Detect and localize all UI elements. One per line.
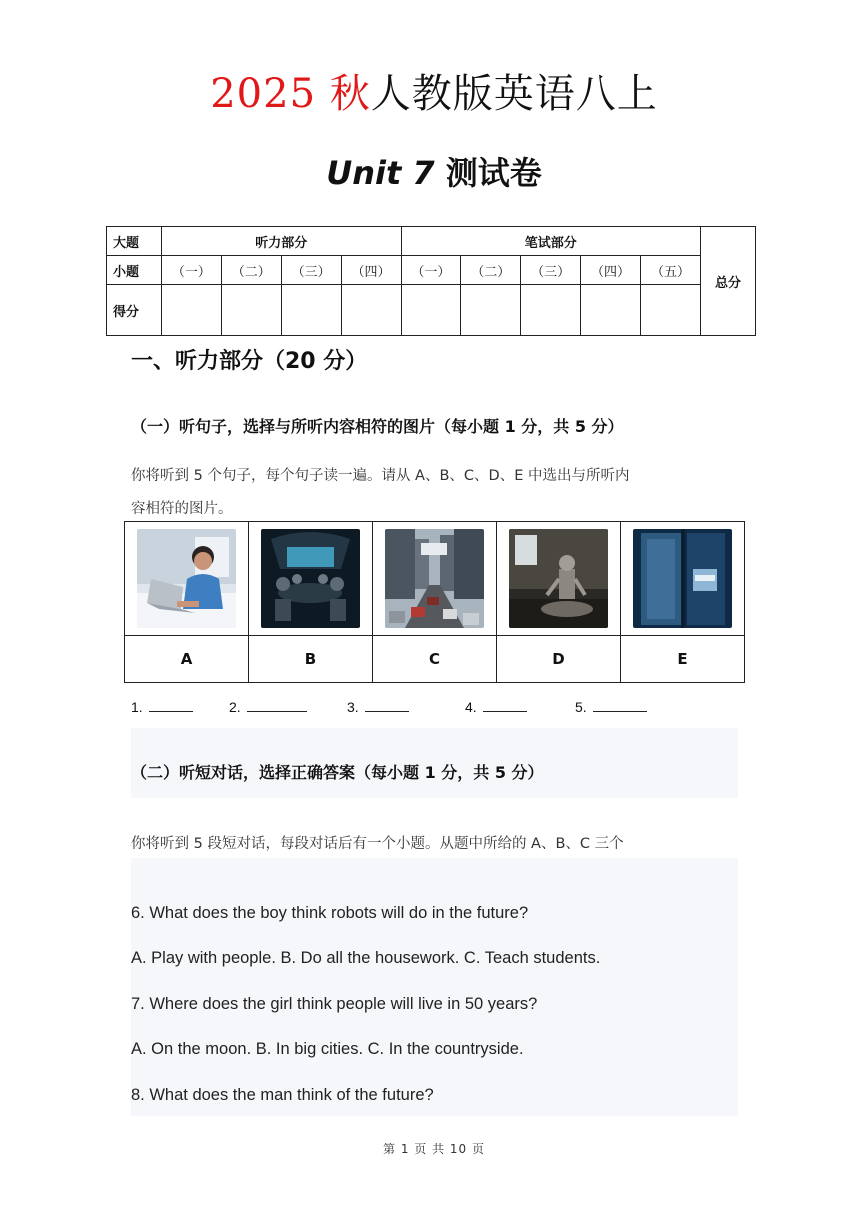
label-datí: 大题 — [107, 227, 162, 256]
part2-heading: （二）听短对话，选择正确答案（每小题 1 分，共 5 分） — [131, 763, 544, 782]
blank-line[interactable] — [247, 697, 307, 712]
picture-letter: C — [373, 636, 497, 683]
page-title — [0, 62, 868, 119]
score-table-row-sub — [107, 256, 756, 285]
question-6: 6. What does the boy think robots will do in the future? — [131, 904, 529, 922]
total-header: 总分 — [701, 227, 756, 336]
score-cell[interactable] — [341, 285, 401, 336]
unit-title — [0, 148, 868, 194]
blank-line[interactable] — [593, 697, 647, 712]
score-cell[interactable] — [521, 285, 581, 336]
spaceship-meeting-image — [261, 529, 360, 628]
answer-blank[interactable] — [131, 697, 193, 715]
picture-letter: E — [621, 636, 745, 683]
city-traffic-image — [385, 529, 484, 628]
writing-header: 笔试部分 — [401, 227, 701, 256]
picture-letter: D — [497, 636, 621, 683]
title-main: 人教版英语八上 — [370, 71, 658, 117]
picture-cell — [373, 522, 497, 636]
picture-cell — [125, 522, 249, 636]
options-7: A. On the moon. B. In big cities. C. In the countryside. — [131, 1040, 524, 1058]
part1-instruction-line: 你将听到 5 个句子，每个句子读一遍。请从 A、B、C、D、E 中选出与所听内 — [131, 468, 630, 484]
picture-cell — [621, 522, 745, 636]
score-table-row-headings — [107, 227, 756, 256]
test-label: 测试卷 — [445, 154, 542, 192]
metal-door-image — [633, 529, 732, 628]
listening-col: （四） — [341, 256, 401, 285]
question-7: 7. Where does the girl think people will live in 50 years? — [131, 995, 538, 1013]
answer-blank[interactable] — [229, 697, 307, 715]
listening-col: （一） — [162, 256, 222, 285]
label-defen: 得分 — [107, 285, 162, 336]
score-cell[interactable] — [221, 285, 281, 336]
blank-number: 5. — [575, 699, 587, 715]
writing-col: （四） — [581, 256, 641, 285]
picture-letter: A — [125, 636, 249, 683]
part2-instruction-line: 你将听到 5 段短对话，每段对话后有一个小题。从题中所给的 A、B、C 三个 — [131, 836, 624, 852]
robot-room-image — [509, 529, 608, 628]
part1-heading: （一）听句子，选择与所听内容相符的图片（每小题 1 分，共 5 分） — [131, 417, 624, 436]
page-footer: 第 1 页 共 10 页 — [383, 1142, 485, 1156]
writing-col: （三） — [521, 256, 581, 285]
writing-col: （一） — [401, 256, 461, 285]
part1-instruction — [131, 460, 741, 526]
answer-blank[interactable] — [465, 697, 527, 715]
blank-number: 4. — [465, 699, 477, 715]
score-cell[interactable] — [641, 285, 701, 336]
label-xiaoti: 小题 — [107, 256, 162, 285]
blank-number: 2. — [229, 699, 241, 715]
writing-col: （五） — [641, 256, 701, 285]
options-6: A. Play with people. B. Do all the housework. C. Teach students. — [131, 949, 601, 967]
listening-col: （三） — [281, 256, 341, 285]
blank-number: 3. — [347, 699, 359, 715]
answer-blank[interactable] — [575, 697, 647, 715]
score-cell[interactable] — [162, 285, 222, 336]
part1-instruction-line: 容相符的图片。 — [131, 501, 233, 517]
blank-line[interactable] — [483, 697, 527, 712]
listening-col: （二） — [221, 256, 281, 285]
score-cell[interactable] — [581, 285, 641, 336]
picture-cell — [249, 522, 373, 636]
writing-col: （二） — [461, 256, 521, 285]
question-8: 8. What does the man think of the future? — [131, 1086, 434, 1104]
picture-letter: B — [249, 636, 373, 683]
listening-header: 听力部分 — [162, 227, 402, 256]
questions-band — [131, 858, 738, 1116]
score-cell[interactable] — [281, 285, 341, 336]
blank-line[interactable] — [149, 697, 193, 712]
unit-label: Unit 7 — [326, 154, 435, 192]
blank-number: 1. — [131, 699, 143, 715]
answer-blank[interactable] — [347, 697, 409, 715]
score-cell[interactable] — [461, 285, 521, 336]
section-heading-listening: 一、听力部分（20 分） — [131, 349, 368, 374]
score-table-row-score — [107, 285, 756, 336]
blank-line[interactable] — [365, 697, 409, 712]
picture-cell — [497, 522, 621, 636]
picture-table — [124, 521, 745, 683]
score-cell[interactable] — [401, 285, 461, 336]
boy-laptop-image — [137, 529, 236, 628]
score-table — [106, 226, 756, 336]
title-year: 2025 秋 — [210, 71, 371, 117]
